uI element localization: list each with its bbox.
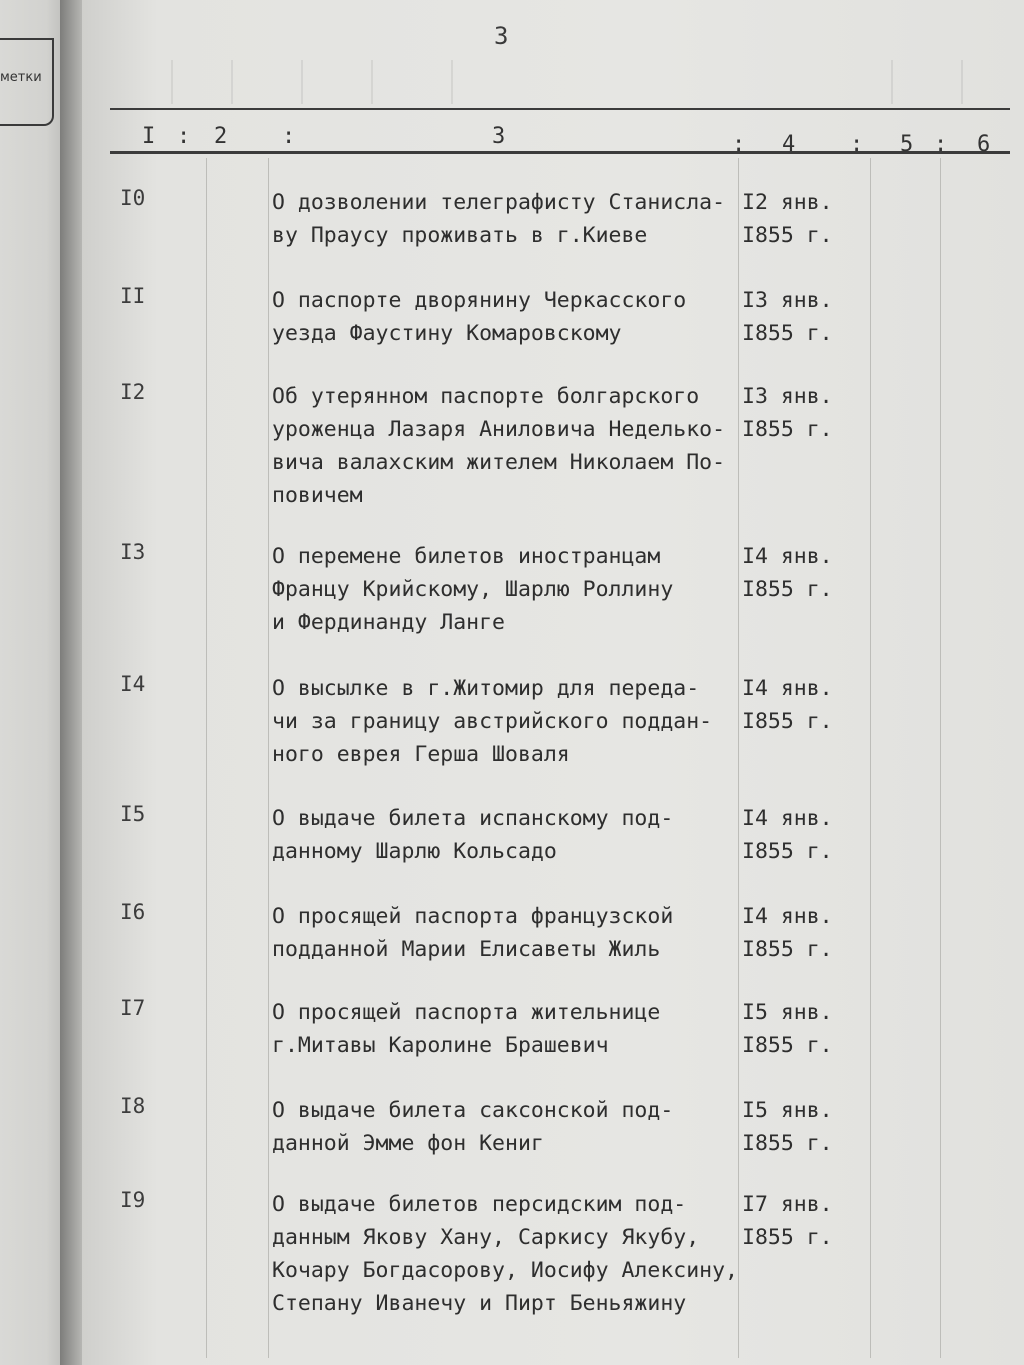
header-bottom-rule: [110, 151, 1010, 154]
entry-date: I4 янв. I855 г.: [742, 676, 833, 734]
entry-date: I2 янв. I855 г.: [742, 190, 833, 248]
column-number-1: I: [142, 124, 156, 149]
entry-description: О перемене билетов иностранцам Францу Крийскому, Шарлю Роллину и Фердинанду Ланге: [272, 544, 674, 635]
left-margin-label: метки: [0, 70, 42, 85]
column-separator: :: [732, 132, 746, 157]
bleed-through-header: [112, 60, 1012, 104]
column-separator: :: [850, 132, 864, 157]
column-number-5: 5: [900, 132, 914, 157]
entry-description: Об утерянном паспорте болгарского уроженца Лазаря Аниловича Неделько- вича валахским жителем Николаем По- повичем: [272, 384, 726, 508]
entry-date: I4 янв. I855 г.: [742, 904, 833, 962]
entry-description: О паспорте дворянину Черкасского уезда Фаустину Комаровскому: [272, 288, 687, 346]
entry-date: I3 янв. I855 г.: [742, 288, 833, 346]
entry-date: I5 янв. I855 г.: [742, 1000, 833, 1058]
entry-number: I0: [120, 186, 146, 210]
entry-number: II: [120, 284, 146, 308]
column-rule: [206, 158, 207, 1358]
column-separator: :: [177, 124, 191, 149]
entry-description: О выдаче билетов персидским под- данным Якову Хану, Саркису Якубу, Кочару Богдасорову, Иосифу Алексину, Степану Иванечу и Пирт Беньяжину: [272, 1192, 738, 1316]
entry-description: О просящей паспорта жительнице г.Митавы Каролине Брашевич: [272, 1000, 661, 1058]
entry-date: I7 янв. I855 г.: [742, 1192, 833, 1250]
column-separator: :: [934, 132, 948, 157]
entry-description: О высылке в г.Житомир для переда- чи за границу австрийского поддан- ного еврея Герша Шоваля: [272, 676, 713, 767]
entry-description: О выдаче билета испанскому под- данному Шарлю Кольсадо: [272, 806, 674, 864]
document-page: [82, 0, 1024, 1365]
column-number-3: 3: [492, 124, 506, 149]
entry-description: О выдаче билета саксонской под- данной Эмме фон Кениг: [272, 1098, 674, 1156]
entry-number: I7: [120, 996, 146, 1020]
entry-date: I3 янв. I855 г.: [742, 384, 833, 442]
entry-date: I4 янв. I855 г.: [742, 806, 833, 864]
column-separator: :: [282, 124, 296, 149]
column-number-6: 6: [977, 132, 991, 157]
page-number: 3: [494, 22, 509, 50]
column-rule: [268, 158, 269, 1358]
entry-number: I9: [120, 1188, 146, 1212]
entry-date: I4 янв. I855 г.: [742, 544, 833, 602]
entry-number: I2: [120, 380, 146, 404]
previous-page-strip: [0, 0, 66, 1365]
entry-description: О просящей паспорта французской подданной Марии Елисаветы Жиль: [272, 904, 674, 962]
entry-number: I4: [120, 672, 146, 696]
column-number-4: 4: [782, 132, 796, 157]
entry-number: I6: [120, 900, 146, 924]
column-rule: [940, 158, 941, 1358]
entry-date: I5 янв. I855 г.: [742, 1098, 833, 1156]
entry-description: О дозволении телеграфисту Станисла- ву Праусу проживать в г.Киеве: [272, 190, 726, 248]
header-top-rule: [110, 108, 1010, 110]
entry-number: I8: [120, 1094, 146, 1118]
entry-number: I3: [120, 540, 146, 564]
column-rule: [870, 158, 871, 1358]
column-number-2: 2: [214, 124, 228, 149]
entry-number: I5: [120, 802, 146, 826]
